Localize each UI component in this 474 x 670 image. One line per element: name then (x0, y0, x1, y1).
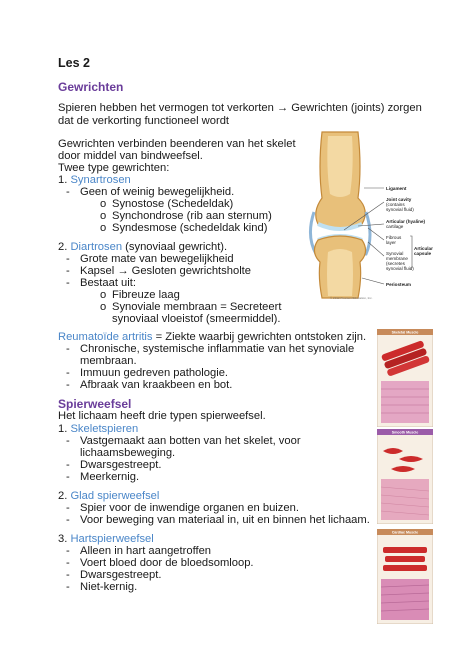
label-synovial-3: (secretes (386, 261, 405, 266)
dia-sub-3: synoviaal vloeistof (smeermiddel). (112, 313, 281, 325)
cardiac-branch-3 (383, 565, 427, 571)
cardiac-branch-2 (385, 556, 425, 562)
reuma-definition: Reumatoïde artritis = Ziekte waarbij gewrichten ontstoken zijn. (58, 331, 367, 343)
joint-anatomy-figure (300, 128, 440, 300)
upper-bone-marrow (327, 136, 352, 197)
diartrosen-heading: 2. Diartrosen (synoviaal gewricht). (58, 241, 228, 253)
card-title: Cardiac Muscle (391, 530, 419, 535)
label-articular-cartilage: Articular (hyaline) (386, 219, 426, 224)
capsule-bracket (410, 236, 412, 268)
smooth-muscle-card (377, 429, 433, 524)
skeletal-muscle-card (377, 329, 433, 427)
glad-heading: 2. Glad spierweefsel (58, 490, 160, 502)
figure-credit: © 2012 Pearson Education, Inc. (330, 296, 373, 300)
label-synovial-2: membrane (386, 256, 408, 261)
syn-sub-3: o Syndesmose (schedeldak kind) (100, 222, 268, 234)
reuma-bullet-1-cont: membraan. (80, 355, 137, 367)
label-articular-capsule: Articular (414, 246, 433, 251)
skelet-bullet-3: - Meerkernig. (66, 471, 140, 483)
glad-bullet-1: - Spier voor de inwendige organen en buizen. (66, 502, 299, 514)
dia-bullet-1: - Grote mate van bewegelijkheid (66, 253, 234, 265)
page-title: Les 2 (58, 56, 90, 70)
label-ligament: Ligament (386, 186, 407, 191)
hart-bullet-3: - Dwarsgestreept. (66, 569, 162, 581)
label-fibrous-2: layer (386, 240, 396, 245)
synartrosen-heading: 1. Synartrosen (58, 174, 131, 186)
syn-sub-2: o Synchondrose (rib aan sternum) (100, 210, 272, 222)
syn-sub-1: o Synostose (Schedeldak) (100, 198, 234, 210)
hart-bullet-4: - Niet-kernig. (66, 581, 138, 593)
dia-bullet-3: - Bestaat uit: (66, 277, 136, 289)
hart-bullet-2: - Voert bloed door de bloedsomloop. (66, 557, 254, 569)
label-periosteum: Periosteum (386, 282, 412, 287)
intro-line-2: dat de verkorting functioneel wordt (58, 115, 230, 127)
reuma-bullet-1: - Chronische, systemische inflammatie van het synoviale (66, 343, 355, 355)
reuma-bullet-3: - Afbraak van kraakbeen en bot. (66, 379, 233, 391)
label-joint-cavity-2: (contains (386, 202, 405, 207)
reuma-bullet-2: - Immuun gedreven pathologie. (66, 367, 229, 379)
dia-sub-1: o Fibreuze laag (100, 289, 180, 301)
dia-sub-2: o Synoviale membraan = Secreteert (100, 301, 282, 313)
heading-gewrichten: Gewrichten (58, 80, 124, 94)
connect-line-1: Gewrichten verbinden beenderen van het skelet (58, 138, 296, 150)
card-title: Smooth Muscle (391, 430, 419, 435)
spier-intro: Het lichaam heeft drie typen spierweefsel. (58, 410, 266, 422)
intro-line-1: Spieren hebben het vermogen tot verkorten → Gewrichten (joints) zorgen (58, 102, 422, 114)
hart-heading: 3. Hartspierweefsel (58, 533, 154, 545)
skeletal-micrograph (381, 381, 429, 423)
label-joint-cavity-3: synovial fluid) (386, 207, 414, 212)
smooth-micrograph (381, 479, 429, 520)
card-title: Skeletal Muscle (391, 330, 419, 335)
cardiac-muscle-card (377, 529, 433, 624)
syn-bullet: - Geen of weinig bewegelijkheid. (66, 186, 235, 198)
heading-spierweefsel: Spierweefsel (58, 397, 132, 411)
skelet-bullet-2: - Dwarsgestreept. (66, 459, 162, 471)
label-articular-cartilage-2: cartilage (386, 224, 404, 229)
cardiac-branch-1 (383, 547, 427, 553)
label-synovial: Synovial (386, 251, 404, 256)
hart-bullet-1: - Alleen in hart aangetroffen (66, 545, 212, 557)
skelet-bullet-1: - Vastgemaakt aan botten van het skelet, voor (66, 435, 301, 447)
dia-bullet-2: - Kapsel → Gesloten gewrichtsholte (66, 265, 252, 277)
label-synovial-4: synovial fluid) (386, 266, 414, 271)
types-intro: Twee type gewrichten: (58, 162, 170, 174)
glad-bullet-2: - Voor beweging van materiaal in, uit en binnen het lichaam. (66, 514, 370, 526)
label-articular-capsule-2: capsule (414, 251, 432, 256)
connect-line-2: door middel van bindweefsel. (58, 150, 203, 162)
label-fibrous: Fibrous (386, 235, 402, 240)
skelet-heading: 1. Skeletspieren (58, 423, 139, 435)
lower-bone-marrow (327, 249, 353, 296)
skelet-bullet-1-cont: lichaamsbeweging. (80, 447, 176, 459)
label-joint-cavity: Joint cavity (386, 197, 412, 202)
